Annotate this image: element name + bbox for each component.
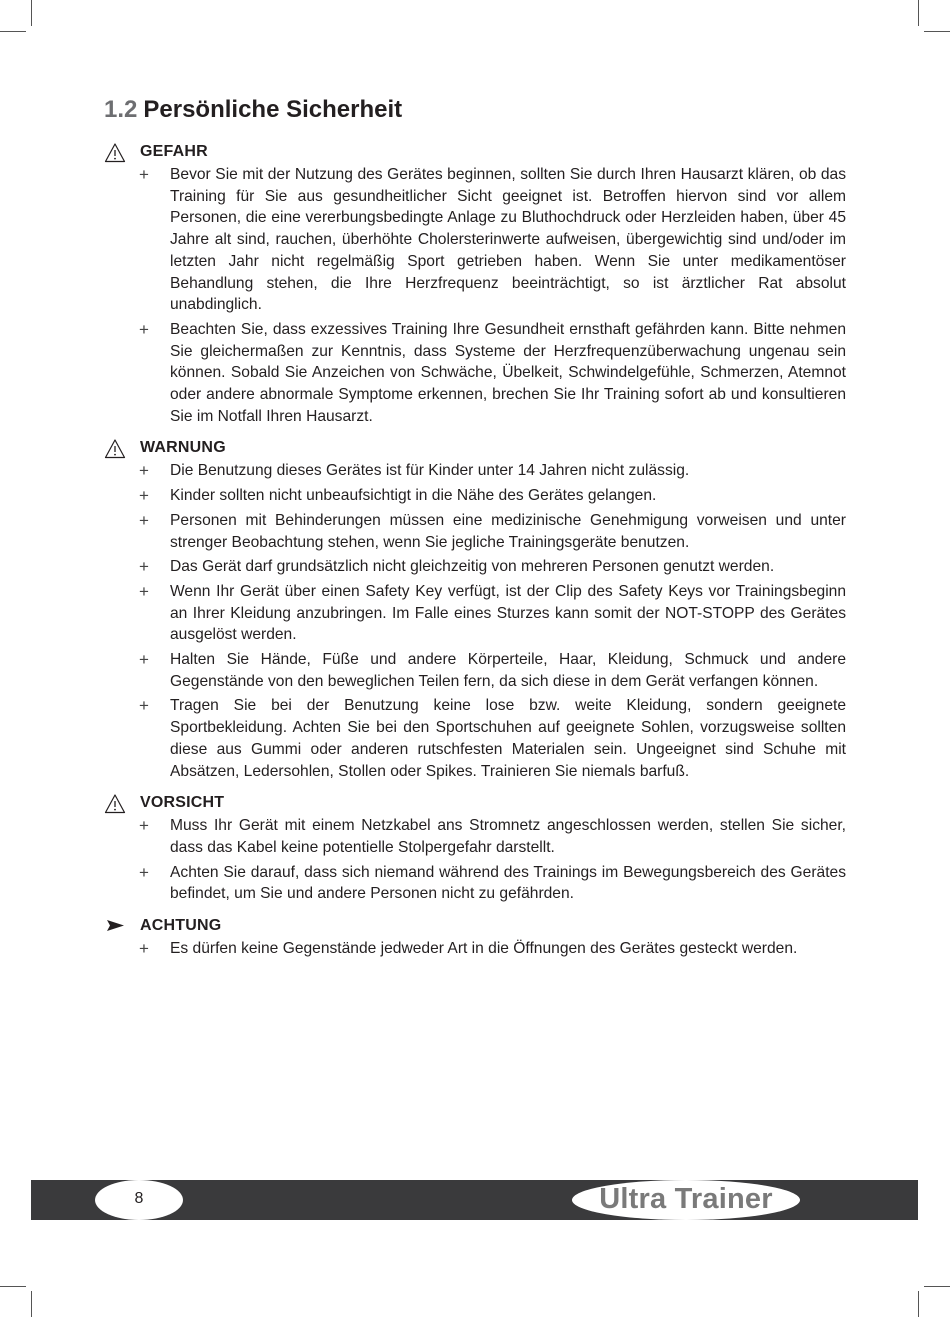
safety-block-achtung bbox=[104, 916, 846, 960]
page-number: 8 bbox=[134, 1190, 144, 1207]
safety-item-list bbox=[104, 815, 846, 905]
plus-bullet-icon: + bbox=[139, 461, 149, 481]
plus-bullet-icon: + bbox=[139, 319, 149, 339]
crop-mark bbox=[924, 1286, 950, 1287]
warning-triangle-icon bbox=[104, 142, 126, 164]
plus-bullet-icon: + bbox=[139, 939, 149, 959]
page-footer bbox=[31, 1180, 918, 1220]
safety-block-header bbox=[104, 916, 846, 938]
warning-triangle-icon bbox=[104, 793, 126, 815]
list-item bbox=[104, 649, 846, 692]
list-item bbox=[104, 460, 846, 482]
plus-bullet-icon: + bbox=[139, 510, 149, 530]
crop-mark bbox=[31, 1291, 32, 1317]
list-item bbox=[104, 938, 846, 960]
safety-block-title: WARNUNG bbox=[140, 439, 226, 457]
brand-logo: Ultra Trainer bbox=[599, 1183, 773, 1215]
plus-bullet-icon: + bbox=[139, 581, 149, 601]
safety-item-list bbox=[104, 938, 846, 960]
list-item-text: Personen mit Behinderungen müssen eine medizinische Genehmigung vorweisen und unter strenger Beobachtung stehen, wenn Sie jegliche Trainingsgeräte benutzen. bbox=[170, 511, 846, 551]
list-item-text: Bevor Sie mit der Nutzung des Gerätes beginnen, sollten Sie durch Ihren Hausarzt klären, ob das Training für Sie aus gesundheitlicher Sicht geeignet ist. Betroffen hiervon sind vor allem Personen, die eine vererbungsbedingte Anlage zu Bluthochdruck oder Herzleiden haben, über 45 Jahre alt sind, rauchen, überhöhte Cholersterinwerte aufweisen, übergewichtig sind und/oder im letzten Jahr nicht regelmäßig Sport getrieben haben. Wenn Sie unter medikamentöser Behandlung stehen, die Ihre Herzfrequenz beeinträchtigt, so ist ärztlicher Rat absolut unabdinglich. bbox=[170, 166, 846, 314]
list-item-text: Achten Sie darauf, dass sich niemand während des Trainings im Bewegungsbereich des Gerätes befindet, um Sie und andere Personen nicht zu gefährden. bbox=[170, 863, 846, 903]
safety-block-title: GEFAHR bbox=[140, 143, 208, 160]
plus-bullet-icon: + bbox=[139, 816, 149, 836]
warning-triangle-icon bbox=[104, 438, 126, 460]
list-item bbox=[104, 485, 846, 507]
plus-bullet-icon: + bbox=[139, 557, 149, 577]
safety-block-warnung bbox=[104, 438, 846, 782]
brand-logo-pill bbox=[572, 1180, 800, 1220]
list-item bbox=[104, 319, 846, 428]
safety-item-list bbox=[104, 460, 846, 782]
list-item-text: Beachten Sie, dass exzessives Training Ihre Gesundheit ernsthaft gefährden kann. Bitte nehmen Sie gleichermaßen zur Kenntnis, dass Systeme der Herzfrequenzüberwachung ungenau sein können. Sobald Sie Anzeichen von Schwäche, Übelkeit, Schwindelgefühle, Schmerzen, Atemnot oder andere abnormale Symptome erkennen, brechen Sie Ihr Training sofort ab und konsultieren Sie im Notfall Ihren Hausarzt. bbox=[170, 320, 846, 425]
safety-item-list bbox=[104, 164, 846, 427]
crop-mark bbox=[0, 1286, 26, 1287]
list-item bbox=[104, 581, 846, 646]
section-title: Persönliche Sicherheit bbox=[143, 96, 403, 123]
page-number-pill bbox=[95, 1180, 183, 1220]
plus-bullet-icon: + bbox=[139, 862, 149, 882]
list-item-text: Das Gerät darf grundsätzlich nicht gleichzeitig von mehreren Personen genutzt werden. bbox=[170, 558, 775, 576]
list-item bbox=[104, 862, 846, 905]
list-item-text: Die Benutzung dieses Gerätes ist für Kinder unter 14 Jahren nicht zulässig. bbox=[170, 462, 690, 480]
crop-mark bbox=[31, 0, 32, 26]
list-item bbox=[104, 815, 846, 858]
list-item-text: Muss Ihr Gerät mit einem Netzkabel ans Stromnetz angeschlossen werden, stellen Sie sicher, dass das Kabel keine potentielle Stolpergefahr darstellt. bbox=[170, 817, 846, 856]
list-item-text: Halten Sie Hände, Füße und andere Körperteile, Haar, Kleidung, Schmuck und andere Gegenstände von den beweglichen Teilen fern, da sich diese in dem Gerät verfangen können. bbox=[170, 651, 846, 690]
list-item bbox=[104, 164, 846, 316]
list-item-text: Tragen Sie bei der Benutzung keine lose bzw. weite Kleidung, sondern geeignete Sportbekleidung. Achten Sie bei den Sportschuhen auf geeignete Sohlen, vorzugsweise sollten diese aus Gummi oder anderen rutschfesten Materialen sein. Ungeeignet sind Schuhe mit Absätzen, Ledersohlen, Stollen oder Spikes. Trainieren Sie niemals barfuß. bbox=[170, 697, 846, 780]
safety-block-header bbox=[104, 793, 846, 815]
plus-bullet-icon: + bbox=[139, 650, 149, 670]
crop-mark bbox=[924, 31, 950, 32]
safety-content bbox=[104, 142, 846, 971]
safety-block-gefahr bbox=[104, 142, 846, 427]
plus-bullet-icon: + bbox=[139, 696, 149, 716]
safety-block-title: ACHTUNG bbox=[140, 917, 222, 935]
list-item bbox=[104, 510, 846, 553]
crop-mark bbox=[0, 31, 26, 32]
safety-block-header bbox=[104, 438, 846, 460]
plus-bullet-icon: + bbox=[139, 165, 149, 184]
crop-mark bbox=[918, 1291, 919, 1317]
safety-block-header bbox=[104, 142, 846, 164]
section-heading bbox=[104, 96, 402, 124]
safety-block-vorsicht bbox=[104, 793, 846, 905]
safety-block-title: VORSICHT bbox=[140, 794, 225, 812]
plus-bullet-icon: + bbox=[139, 486, 149, 506]
list-item-text: Kinder sollten nicht unbeaufsichtigt in die Nähe des Gerätes gelangen. bbox=[170, 487, 657, 505]
section-number: 1.2 bbox=[104, 96, 138, 123]
list-item-text: Es dürfen keine Gegenstände jedweder Art in die Öffnungen des Gerätes gesteckt werden. bbox=[170, 940, 798, 958]
list-item bbox=[104, 556, 846, 578]
list-item bbox=[104, 695, 846, 782]
pointer-arrow-icon bbox=[104, 916, 126, 938]
crop-mark bbox=[918, 0, 919, 26]
list-item-text: Wenn Ihr Gerät über einen Safety Key verfügt, ist der Clip des Safety Keys vor Trainingsbeginn an Ihrer Kleidung anzubringen. Im Falle eines Sturzes kann somit der NOT-STOPP des Gerätes ausgelöst werden. bbox=[170, 582, 846, 644]
